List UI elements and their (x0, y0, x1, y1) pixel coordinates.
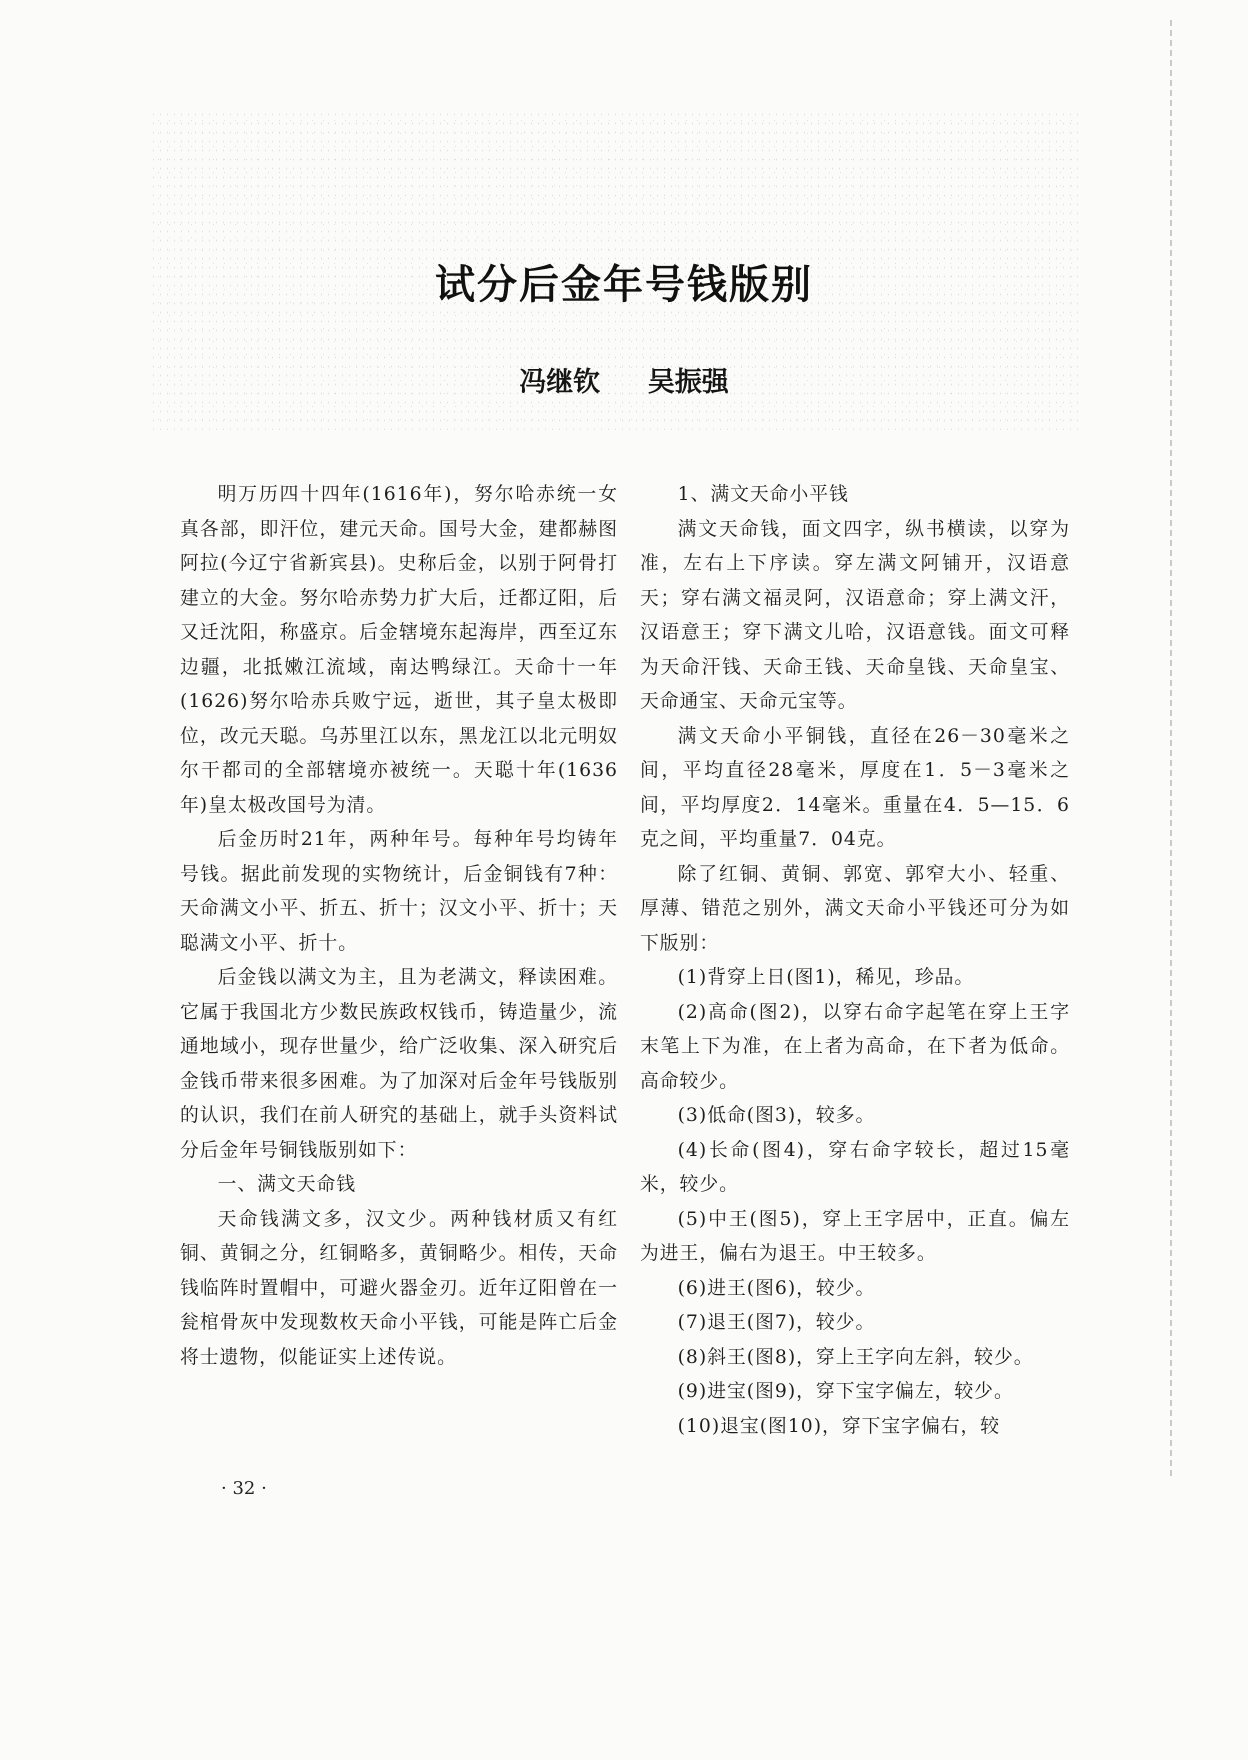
author-1: 冯继钦 (519, 367, 601, 398)
list-item: (7)退王(图7)，较少。 (677, 1312, 876, 1333)
page-number: · 32 · (221, 1478, 267, 1499)
right-column (640, 478, 1070, 1444)
left-column (180, 478, 618, 1375)
list-item: (6)进王(图6)，较少。 (677, 1277, 876, 1299)
paragraph-research: 后金钱以满文为主，且为老满文，释读困难。它属于我国北方少数民族政权钱币，铸造量少，流通地域小，现存世量少，给广泛收集、深入研究后金钱币带来很多困难。为了加深对后金年号钱版别的认识，我们在前人研究的基础上，就手头资料试分后金年号铜钱版别如下： (180, 967, 618, 1161)
paragraph-varieties-intro: 除了红铜、黄铜、郭宽、郭窄大小、轻重、厚薄、错范之别外，满文天命小平钱还可分为如下版别： (640, 863, 1070, 954)
subsection-heading-1: 1、满文天命小平钱 (677, 484, 849, 505)
scan-edge-line (1170, 20, 1172, 1480)
list-item: (2)高命(图2)，以穿右命字起笔在穿上王字末笔上下为准，在上者为高命，在下者为低命。高命较少。 (640, 1001, 1070, 1092)
list-item: (1)背穿上日(图1)，稀见，珍品。 (677, 967, 975, 988)
author-2: 吴振强 (647, 367, 729, 398)
list-item: (4)长命(图4)，穿右命字较长，超过15毫米，较少。 (640, 1139, 1070, 1195)
paragraph-intro: 明万历四十四年(1616年)，努尔哈赤统一女真各部，即汗位，建元天命。国号大金，建都赫图阿拉(今辽宁省新宾县)。史称后金，以别于阿骨打建立的大金。努尔哈赤势力扩大后，迁都辽阳，后又迁沈阳，称盛京。后金辖境东起海岸，西至辽东边疆，北抵嫩江流域，南达鸭绿江。天命十一年(1626)努尔哈赤兵败宁远，逝世，其子皇太极即位，改元天聪。乌苏里江以东，黑龙江以北元明奴尔干都司的全部辖境亦被统一。天聪十年(1636年)皇太极改国号为清。 (180, 484, 618, 816)
list-item: (10)退宝(图10)，穿下宝字偏右，较 (677, 1415, 1001, 1437)
list-item: (8)斜王(图8)，穿上王字向左斜，较少。 (677, 1346, 1034, 1368)
article-title: 试分后金年号钱版别 (435, 262, 813, 308)
paragraph-tianming: 天命钱满文多，汉文少。两种钱材质又有红铜、黄铜之分，红铜略多，黄铜略少。相传，天命钱临阵时置帽中，可避火器金刃。近年辽阳曾在一瓮棺骨灰中发现数枚天命小平钱，可能是阵亡后金将士遗物，似能证实上述传说。 (180, 1208, 618, 1368)
list-item: (3)低命(图3)，较多。 (677, 1105, 876, 1126)
list-item: (9)进宝(图9)，穿下宝字偏左，较少。 (677, 1381, 1014, 1402)
paragraph-reign: 后金历时21年，两种年号。每种年号均铸年号钱。据此前发现的实物统计，后金铜钱有7种：天命满文小平、折五、折十；汉文小平、折十；天聪满文小平、折十。 (180, 829, 618, 954)
author-line (0, 360, 1248, 399)
paragraph-measurements: 满文天命小平铜钱，直径在26－30毫米之间，平均直径28毫米，厚度在1．5－3毫米之间，平均厚度2．14毫米。重量在4．5—15．6克之间，平均重量7．04克。 (640, 725, 1070, 850)
paragraph-inscription: 满文天命钱，面文四字，纵书横读，以穿为准，左右上下序读。穿左满文阿铺开，汉语意天；穿右满文福灵阿，汉语意命；穿上满文汗，汉语意王；穿下满文儿哈，汉语意钱。面文可释为天命汗钱、天命王钱、天命皇钱、天命皇宝、天命通宝、天命元宝等。 (640, 518, 1070, 712)
section-heading-1: 一、满文天命钱 (217, 1174, 357, 1195)
list-item: (5)中王(图5)，穿上王字居中，正直。偏左为进王，偏右为退王。中王较多。 (640, 1208, 1070, 1264)
